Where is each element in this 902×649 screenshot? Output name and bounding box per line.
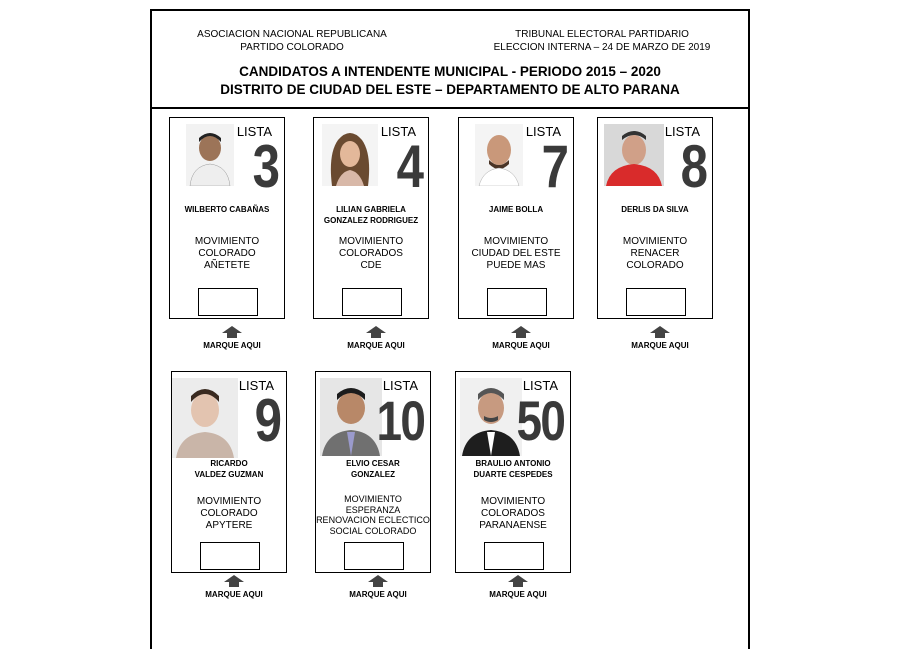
- candidate-card-lista-9: [171, 371, 287, 573]
- candidate-card-lista-7: [458, 117, 574, 319]
- tribunal-name: TRIBUNAL ELECTORAL PARTIDARIO: [515, 29, 689, 40]
- marque-aqui-label: MARQUE AQUI: [489, 590, 547, 599]
- marque-aqui-label: MARQUE AQUI: [492, 341, 550, 350]
- party-heading: [192, 28, 392, 54]
- mark-hint: [460, 575, 576, 599]
- movement-line-1: MOVIMIENTO: [196, 496, 262, 507]
- movement-line-2: ESPERANZA: [345, 504, 401, 515]
- vote-mark-box[interactable]: [342, 288, 402, 316]
- lista-label: LISTA: [236, 124, 272, 139]
- up-arrow-icon: [368, 575, 388, 587]
- lista-label: LISTA: [382, 378, 418, 393]
- candidate-name-line-1: ELVIO CESAR: [346, 459, 400, 468]
- vote-mark-box[interactable]: [198, 288, 258, 316]
- mark-hint: [320, 575, 436, 599]
- movement-name: [170, 236, 284, 272]
- candidate-card-lista-4: [313, 117, 429, 319]
- mark-hint: [463, 326, 579, 350]
- candidate-name: [314, 204, 428, 226]
- lista-number: 50: [516, 389, 564, 452]
- movement-name: [316, 494, 430, 536]
- lista-label: LISTA: [525, 124, 561, 139]
- candidate-name-line-1: JAIME BOLLA: [488, 205, 544, 214]
- lista-label: LISTA: [522, 378, 558, 393]
- up-arrow-icon: [366, 326, 386, 338]
- movement-line-2: CIUDAD DEL ESTE: [471, 248, 561, 259]
- movement-line-2: COLORADO: [200, 508, 258, 519]
- up-arrow-icon: [511, 326, 531, 338]
- candidate-name: [598, 204, 712, 215]
- candidate-photo: [604, 124, 664, 186]
- movement-line-1: MOVIMIENTO: [194, 236, 260, 247]
- movement-line-3: PARANAENSE: [479, 520, 547, 531]
- lista-label: LISTA: [238, 378, 274, 393]
- candidate-name-line-1: WILBERTO CABAÑAS: [184, 205, 270, 214]
- up-arrow-icon: [650, 326, 670, 338]
- lista-number: 9: [254, 387, 280, 454]
- movement-line-1: MOVIMIENTO: [483, 236, 549, 247]
- movement-line-3: PUEDE MAS: [486, 260, 546, 271]
- candidate-name-line-2: GONZALEZ: [351, 470, 395, 479]
- candidate-card-lista-10: [315, 371, 431, 573]
- candidate-name: [170, 204, 284, 215]
- movement-line-3: RENOVACION ECLECTICO: [316, 515, 430, 525]
- lista-number: 3: [252, 133, 278, 200]
- candidate-photo: [322, 124, 378, 186]
- candidate-card-lista-8: [597, 117, 713, 319]
- movement-line-3: CDE: [360, 260, 382, 271]
- candidate-card-lista-50: [455, 371, 571, 573]
- candidate-name-line-1: LILIAN GABRIELA: [336, 205, 406, 214]
- title-line-1: CANDIDATOS A INTENDENTE MUNICIPAL - PERIODO 2015 – 2020: [239, 64, 661, 79]
- lista-number: 7: [541, 133, 567, 200]
- vote-mark-box[interactable]: [344, 542, 404, 570]
- movement-name: [314, 236, 428, 272]
- marque-aqui-label: MARQUE AQUI: [631, 341, 689, 350]
- movement-name: [459, 236, 573, 272]
- candidate-name: [172, 458, 286, 480]
- mark-hint: [318, 326, 434, 350]
- movement-name: [456, 496, 570, 532]
- up-arrow-icon: [508, 575, 528, 587]
- candidate-photo: [320, 378, 382, 456]
- mark-hint: [602, 326, 718, 350]
- movement-line-1: MOVIMIENTO: [622, 236, 688, 247]
- lista-number: 4: [396, 133, 422, 200]
- movement-line-4: SOCIAL COLORADO: [329, 525, 417, 536]
- candidate-name-line-1: RICARDO: [210, 459, 248, 468]
- lista-number: 8: [680, 133, 706, 200]
- movement-line-3: APYTERE: [205, 520, 253, 531]
- marque-aqui-label: MARQUE AQUI: [349, 590, 407, 599]
- lista-number: 10: [376, 389, 424, 452]
- candidate-name: [456, 458, 570, 480]
- candidate-name: [316, 458, 430, 480]
- candidate-photo: [460, 378, 522, 456]
- lista-label: LISTA: [664, 124, 700, 139]
- candidate-name: [459, 204, 573, 215]
- ballot-header: [152, 11, 748, 109]
- mark-hint: [176, 575, 292, 599]
- up-arrow-icon: [222, 326, 242, 338]
- movement-line-2: COLORADOS: [339, 248, 403, 259]
- party-name: PARTIDO COLORADO: [240, 42, 344, 53]
- movement-line-3: AÑETETE: [203, 260, 251, 271]
- movement-line-3: COLORADO: [626, 260, 684, 271]
- movement-name: [598, 236, 712, 272]
- candidate-name-line-2: VALDEZ GUZMAN: [194, 470, 264, 479]
- vote-mark-box[interactable]: [484, 542, 544, 570]
- candidate-card-lista-3: [169, 117, 285, 319]
- title-line-2: DISTRITO DE CIUDAD DEL ESTE – DEPARTAMENTO DE ALTO PARANA: [220, 82, 680, 97]
- vote-mark-box[interactable]: [200, 542, 260, 570]
- movement-line-1: MOVIMIENTO: [338, 236, 404, 247]
- candidate-photo: [475, 124, 523, 186]
- marque-aqui-label: MARQUE AQUI: [347, 341, 405, 350]
- election-date: ELECCION INTERNA – 24 DE MARZO DE 2019: [493, 42, 711, 53]
- marque-aqui-label: MARQUE AQUI: [205, 590, 263, 599]
- candidate-name-line-2: DUARTE CESPEDES: [473, 470, 553, 479]
- mark-hint: [174, 326, 290, 350]
- candidate-photo: [186, 124, 234, 186]
- party-association: ASOCIACION NACIONAL REPUBLICANA: [197, 29, 387, 40]
- lista-label: LISTA: [380, 124, 416, 139]
- ballot-title: [152, 63, 748, 99]
- movement-line-1: MOVIMIENTO: [344, 494, 402, 504]
- vote-mark-box[interactable]: [626, 288, 686, 316]
- marque-aqui-label: MARQUE AQUI: [203, 341, 261, 350]
- up-arrow-icon: [224, 575, 244, 587]
- tribunal-heading: [482, 28, 722, 54]
- candidate-name-line-1: BRAULIO ANTONIO: [475, 459, 551, 468]
- movement-line-2: RENACER: [630, 248, 680, 259]
- movement-line-1: MOVIMIENTO: [480, 496, 546, 507]
- candidate-name-line-1: DERLIS DA SILVA: [621, 205, 689, 214]
- vote-mark-box[interactable]: [487, 288, 547, 316]
- movement-line-2: COLORADOS: [481, 508, 545, 519]
- candidate-name-line-2: GONZALEZ RODRIGUEZ: [323, 216, 419, 225]
- movement-name: [172, 496, 286, 532]
- movement-line-2: COLORADO: [198, 248, 256, 259]
- candidate-photo: [172, 378, 238, 458]
